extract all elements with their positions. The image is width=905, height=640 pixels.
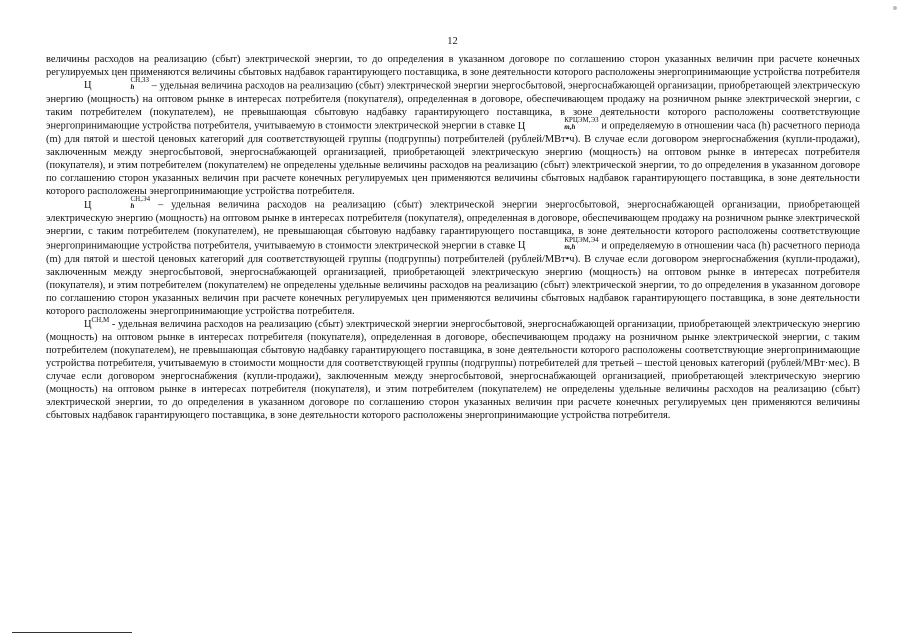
symbol-superscript: СН,Э4 bbox=[130, 195, 151, 204]
symbol-superscript: СН,ЗЗ bbox=[130, 76, 150, 85]
symbol-base: Ц bbox=[84, 318, 92, 330]
page-number: 12 bbox=[447, 36, 458, 47]
rate-symbol-base: Ц bbox=[517, 120, 526, 132]
rate-symbol-subscript: m,h bbox=[564, 242, 576, 251]
paragraph-definition-sn-e4 bbox=[46, 195, 861, 317]
scan-artifact bbox=[893, 6, 897, 10]
paragraph-definition-sn-ez bbox=[46, 76, 860, 198]
rate-symbol-base: Ц bbox=[517, 239, 526, 251]
paragraph-definition-sn-m bbox=[46, 318, 860, 422]
formula-symbol bbox=[84, 316, 110, 330]
symbol-superscript: СН,М bbox=[91, 316, 110, 325]
symbol-subscript: h bbox=[130, 202, 135, 211]
symbol-base: Ц bbox=[84, 80, 92, 92]
symbol-subscript: h bbox=[130, 83, 135, 92]
definition-text-part1: – удельная величина расходов на реализацию (сбыт) электрической энергии энергосбытовой, энергоснабжающей организации, приобретающей электрическую энергию (мощность) на оптовом рынке в интересах потребителя (покупателя), определенная в договоре, обеспечивающем продажу на розничном рынке электрической энергии, с таким потребителем (покупателем), не превышающая сбытовую надбавку гарантирующего поставщика, в зоне деятельности которого расположены соответствующие энергопринимающие устройства потребителя, учитываемую в стоимости электрической энергии в ставке bbox=[46, 199, 860, 251]
formula-symbol bbox=[84, 76, 150, 92]
definition-text-part2: и определяемую в отношении часа (h) расчетного периода (m) для пятой и шестой ценовых категорий для соответствующей группы (подгруппы) потребителей (рублей/МВт•ч). В случае если договором энергоснабжения (купли-продажи), заключенным между энергосбытовой, энергоснабжающей организацией, приобретающей электрическую энергию (мощность) на оптовом рынке в интересах потребителя (покупателя), и этим потребителем (покупателем) не определены удельные величины расходов на реализацию (сбыт) электрической энергии, то до определения в указанном договоре по соглашению сторон указанных величин при расчете конечных регулируемых цен применяются величины сбытовых надбавок гарантирующего поставщика, в зоне деятельности которого расположены энергопринимающие устройства потребителя. bbox=[46, 120, 860, 198]
definition-text-part2: и определяемую в отношении часа (h) расчетного периода (m) для пятой и шестой ценовых категорий для соответствующей группы (подгруппы) потребителей (рублей/МВт•ч). В случае если договором энергоснабжения (купли-продажи), заключенным между энергосбытовой, энергоснабжающей организацией, приобретающей электрическую энергию (мощность) на оптовом рынке в интересах потребителя (покупателя), и этим потребителем (покупателем) не определены удельные величины расходов на реализацию (сбыт) электрической энергии, то до определения в указанном договоре по соглашению сторон указанных величин при расчете конечных регулируемых цен применяются величины сбытовых надбавок гарантирующего поставщика, в зоне деятельности которого расположены энергопринимающие устройства потребителя. bbox=[46, 239, 861, 317]
formula-symbol bbox=[84, 195, 151, 211]
definition-text-part1: - удельная величина расходов на реализацию (сбыт) электрической энергии энергосбытовой, энергоснабжающей организации, приобретающей электрическую энергию (мощность) на оптовом рынке в интересах потребителя (покупателя), определенная в договоре, обеспечивающем продажу на розничном рынке электрической энергии, с таким потребителем (покупателем), не превышающая сбытовую надбавку гарантирующего поставщика, в зоне деятельности которого расположены соответствующие энергопринимающие устройства потребителя, учитываемую в стоимости мощности для соответствующей группы (подгруппы) потребителей для третьей – шестой ценовых категорий (рублей/МВт·мес). В случае если договором энергоснабжения (купли-продажи), заключенным между энергосбытовой, энергоснабжающей организацией, приобретающей электрическую энергию (мощность) на оптовом рынке в интересах потребителя (покупателя), и этим потребителем (покупателем) не определены удельные величины расходов на реализацию (сбыт) электрической энергии, то до определения в указанном договоре по соглашению сторон указанных величин при расчете конечных регулируемых цен применяются величины сбытовых надбавок гарантирующего поставщика, в зоне деятельности которого расположены энергопринимающие устройства потребителя. bbox=[46, 318, 860, 422]
paragraph-text: величины расходов на реализацию (сбыт) электрической энергии, то до определения в указанном договоре по соглашению сторон указанных величин при расчете конечных регулируемых цен применяются величины сбытовых надбавок гарантирующего поставщика, в зоне деятельности которого расположены энергопринимающие устройства потребителя bbox=[46, 54, 861, 79]
footnote-rule bbox=[12, 632, 132, 633]
document-body bbox=[46, 53, 860, 422]
rate-symbol bbox=[517, 116, 599, 132]
rate-symbol-superscript: КРЦЭМ,Э4 bbox=[564, 235, 599, 244]
rate-symbol-superscript: КРЦЭМ,ЭЗ bbox=[564, 116, 599, 125]
definition-text-part1: – удельная величина расходов на реализацию (сбыт) электрической энергии энергосбытовой, энергоснабжающей организации, приобретающей электрическую энергию (мощность) на оптовом рынке в интересах потребителя (покупателя), определенная в договоре, обеспечивающем продажу на розничном рынке электрической энергии, с таким потребителем (покупателем), не превышающая сбытовую надбавку гарантирующего поставщика, в зоне деятельности которого расположены соответствующие энергопринимающие устройства потребителя, учитываемую в стоимости электрической энергии в ставке bbox=[46, 80, 860, 132]
rate-symbol-subscript: m,h bbox=[564, 123, 576, 132]
paragraph-continuation bbox=[46, 53, 860, 79]
rate-symbol bbox=[517, 235, 599, 251]
symbol-base: Ц bbox=[84, 199, 92, 211]
